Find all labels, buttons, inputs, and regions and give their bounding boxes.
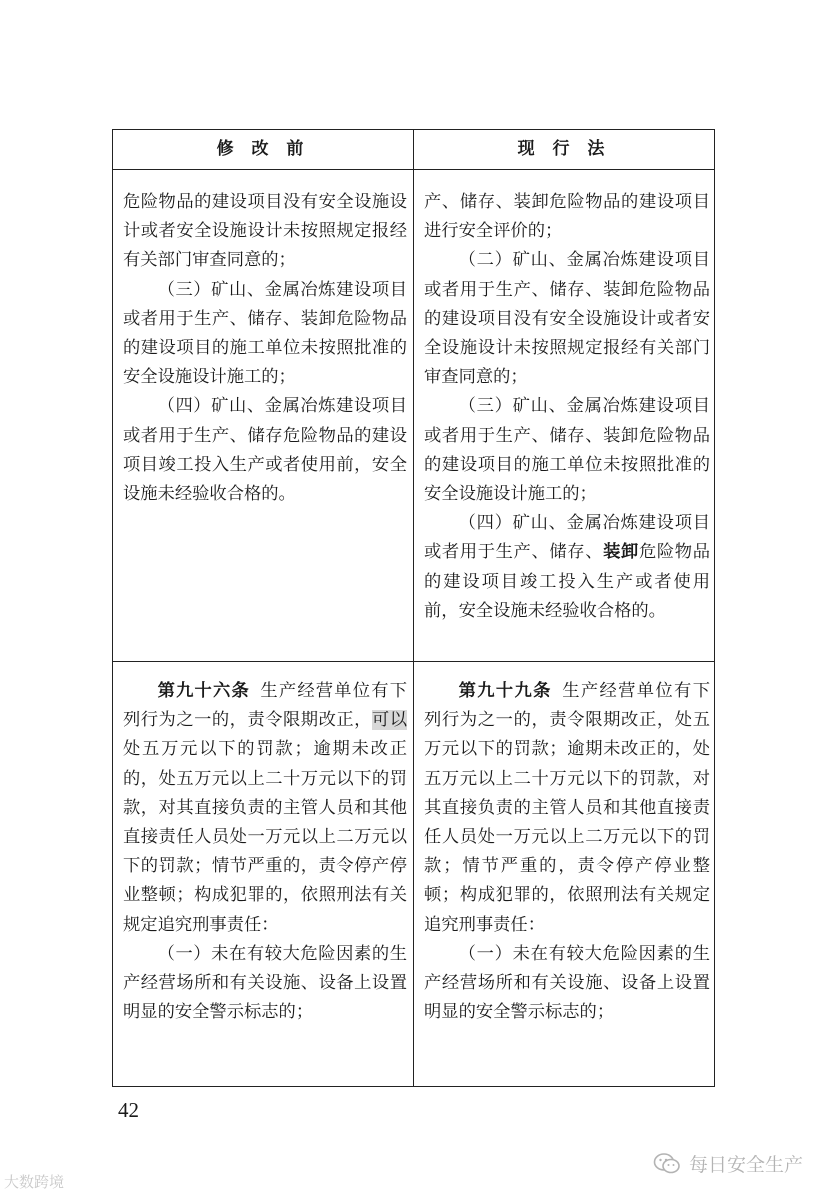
row-divider [113,661,714,662]
header-divider [113,169,714,170]
comparison-table [112,129,715,1087]
column-divider [413,130,414,1086]
art99-text: 生产经营单位有下列行为之一的，责令限期改正，处五万元以下的罚款；逾期未改正的，处五万元以上二十万元以下的罚款，对其直接负责的主管人员和其他直接责任人员处一万元以上二万元以下的罚款；情节严重的，责令停产停业整顿；构成犯罪的，依照刑法有关规定追究刑事责任： [424,681,710,935]
row2-right-para-2: （一）未在有较大危险因素的生产经营场所和有关设施、设备上设置明显的安全警示标志的； [424,943,710,1023]
row1-right-para-4 [424,509,710,626]
header-before-amendment: 修 改 前 [216,139,310,159]
para-4-pre: （四）矿山、金属冶炼建设项目或者用于生产、储存、 [424,513,710,563]
article-99-title: 第九十九条 [458,681,552,701]
art96-text-post: 处五万元以下的罚款；逾期未改正的，处五万元以上二十万元以下的罚款，对其直接负责的主管人员和其他直接责任人员处一万元以上二万元以下的罚款；情节严重的，责令停产停业整顿；构成犯罪的，依照刑法有关规定追究刑事责任： [123,739,407,935]
row2-right-para-1 [424,677,710,940]
watermark-right [653,1150,803,1177]
row1-right-para-2: （二）矿山、金属冶炼建设项目或者用于生产、储存、装卸危险物品的建设项目没有安全设施设计或者安全设施设计未按照规定报经有关部门审查同意的； [424,250,710,388]
row2-right-cell [424,677,710,1027]
watermark-left-text: 大数跨境 [4,1173,65,1191]
header-current-law: 现 行 法 [517,139,611,159]
row1-left-para-2: （三）矿山、金属冶炼建设项目或者用于生产、储存、装卸危险物品的建设项目的施工单位未按照批准的安全设施设计施工的； [123,279,407,388]
art96-highlight: 可以 [371,710,407,731]
watermark-left [4,1171,64,1192]
row1-left-para-3: （四）矿山、金属冶炼建设项目或者用于生产、储存危险物品的建设项目竣工投入生产或者使用前，安全设施未经验收合格的。 [123,396,407,505]
row1-right-cell [424,188,710,626]
row1-left-para-1: 危险物品的建设项目没有安全设施设计或者安全设施设计未按照规定报经有关部门审查同意的； [123,192,407,271]
row2-left-para-1 [123,677,407,940]
row1-right-para-1: 产、储存、装卸危险物品的建设项目进行安全评价的； [424,192,710,242]
row2-left-para-2: （一）未在有较大危险因素的生产经营场所和有关设施、设备上设置明显的安全警示标志的； [123,943,407,1023]
row1-right-para-3: （三）矿山、金属冶炼建设项目或者用于生产、储存、装卸危险物品的建设项目的施工单位未按照批准的安全设施设计施工的； [424,396,710,505]
para-4-bold: 装卸 [603,542,639,563]
article-96-title: 第九十六条 [157,681,250,701]
para-4-post: 危险物品的建设项目竣工投入生产或者使用前，安全设施未经验收合格的。 [424,542,710,621]
row1-left-cell [123,188,407,509]
page-number: 42 [118,1098,139,1122]
wechat-icon [653,1152,681,1176]
watermark-right-text: 每日安全生产 [688,1154,803,1176]
row2-left-cell [123,677,407,1027]
art96-text-pre: 生产经营单位有下列行为之一的，责令限期改正， [123,681,407,731]
